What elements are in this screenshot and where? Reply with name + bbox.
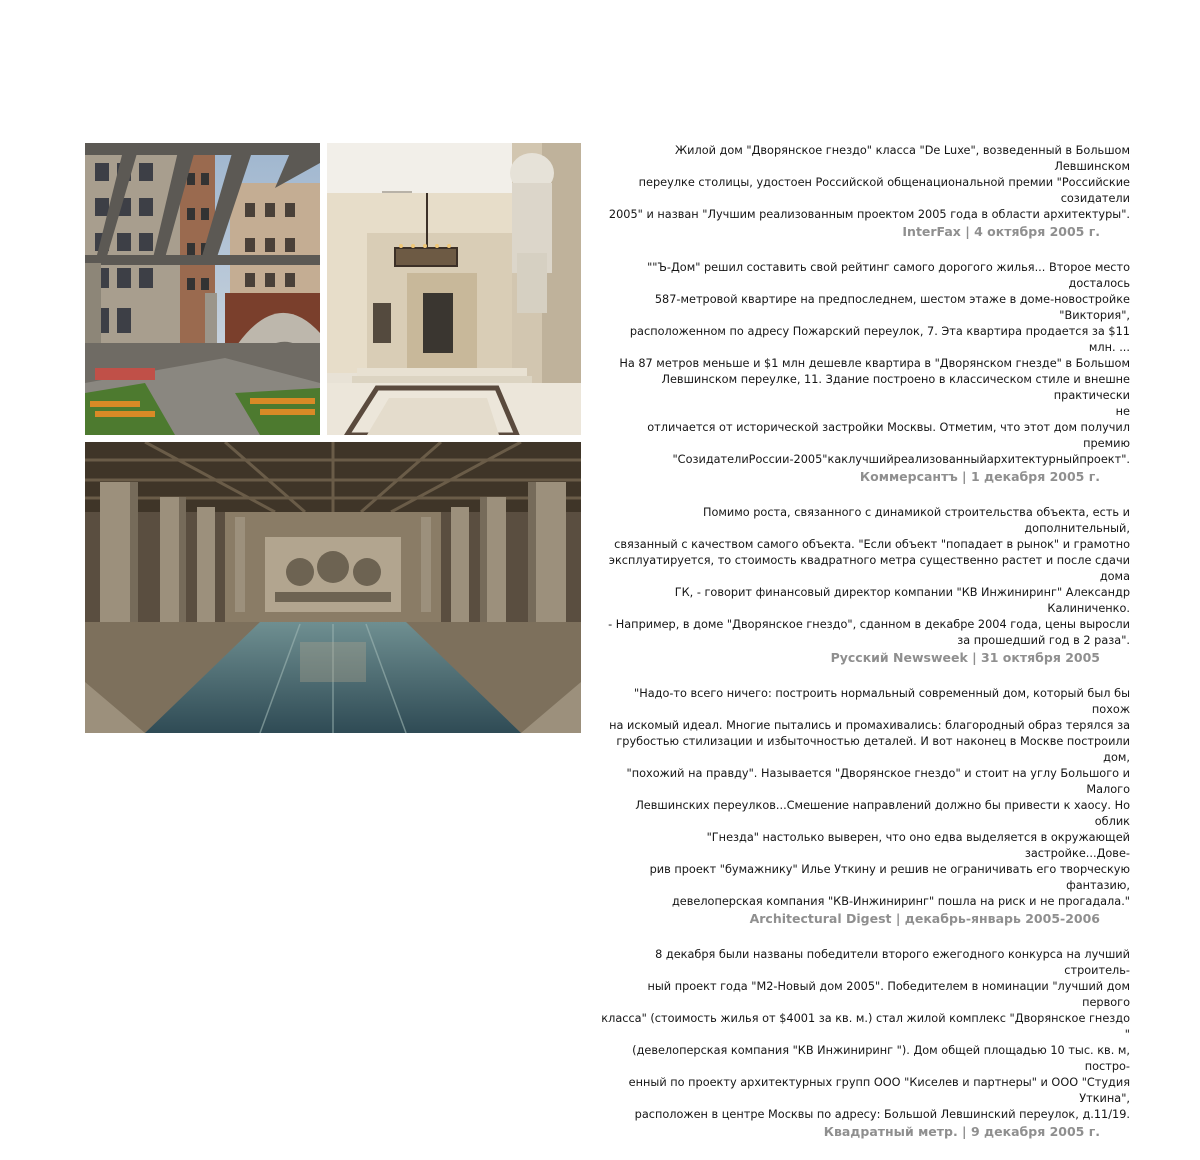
courtyard-photo — [85, 143, 320, 435]
quote-text: 8 декабря были названы победители второго ежегодного конкурса на лучший строитель- ный проект года "М2-Новый дом 2005". Победителем в номинации "лучший дом первого класса" (стоимость жилья от $4001 за кв. м.) стал жилой комплекс "Дворянское гнездо " (девелоперская компания "КВ Инжиниринг "). Дом общей площадью 10 тыс. кв. м, постро- енный по проекту архитектурных групп ООО "Киселев и партнеры" и ООО "Студия Уткина", расположен в центре Москвы по адресу: Большой Левшинский переулок, д.11/19. — [601, 948, 1130, 1121]
quote-item — [600, 143, 1130, 240]
quote-item — [600, 505, 1130, 666]
quote-item — [600, 260, 1130, 485]
quote-source: Architectural Digest | декабрь-январь 2005-2006 — [749, 911, 1100, 926]
quote-text: Помимо роста, связанного с динамикой строительства объекта, есть и дополнительный, связанный с качеством самого объекта. "Если объект "попадает в рынок" и грамотно эксплуатируется, то стоимость квадратного метра существенно растет и после сдачи дома ГК, - говорит финансовый директор компании "КВ Инжиниринг" Александр Калиниченко. - Например, в доме "Дворянское гнездо", сданном в декабре 2004 года, цены выросли за прошедший год в 2 раза". — [608, 506, 1130, 647]
quote-text: Жилой дом "Дворянское гнездо" класса "De Luxe", возведенный в Большом Левшинском переулке столицы, удостоен Российской общенациональной премии "Российские созидатели 2005" и назван "Лучшим реализованным проектом 2005 года в области архитектуры". — [608, 144, 1130, 221]
quote-source: InterFax | 4 октября 2005 г. — [902, 224, 1100, 239]
quote-source: Квадратный метр. | 9 декабря 2005 г. — [823, 1124, 1100, 1139]
pool-photo — [85, 442, 581, 733]
quote-text: ""Ъ-Дом" решил составить свой рейтинг самого дорогого жилья... Второе место досталось 587-метровой квартире на предпоследнем, шестом этаже в доме-новостройке "Виктория", расположенном по адресу Пожарский переулок, 7. Эта квартира продается за $11 млн. ... На 87 метров меньше и $1 млн дешевле квартира в "Дворянском гнезде" в Большом Левшинском переулке, 11. Здание построено в классическом стиле и внешне практически не отличается от исторической застройки Москвы. Отметим, что этот дом получил премию "СозидателиРоссии-2005"каклучшийреализованныйархитектурныйпроект". — [619, 261, 1130, 466]
quote-item — [600, 686, 1130, 927]
press-quotes — [600, 143, 1130, 1160]
quote-source: Коммерсантъ | 1 декабря 2005 г. — [859, 469, 1100, 484]
quote-item — [600, 947, 1130, 1140]
quote-source: Русский Newsweek | 31 октября 2005 — [830, 650, 1100, 665]
lobby-photo — [327, 143, 581, 435]
quote-text: "Надо-то всего ничего: построить нормальный современный дом, который был бы похож на искомый идеал. Многие пытались и промахивались: благородный образ терялся за грубостью стилизации и избыточностью деталей. И вот наконец в Москве построили дом, "похожий на правду". Называется "Дворянское гнездо" и стоит на углу Большого и Малого Левшинских переулков...Смешение направлений должно бы привести к хаосу. Но облик "Гнезда" настолько выверен, что оно едва выделяется в окружающей застройке...Дове- рив проект "бумажнику" Илье Уткину и решив не ограничивать его творческую фантазию, девелоперская компания "КВ-Инжиниринг" пошла на риск и не прогадала." — [609, 687, 1130, 908]
